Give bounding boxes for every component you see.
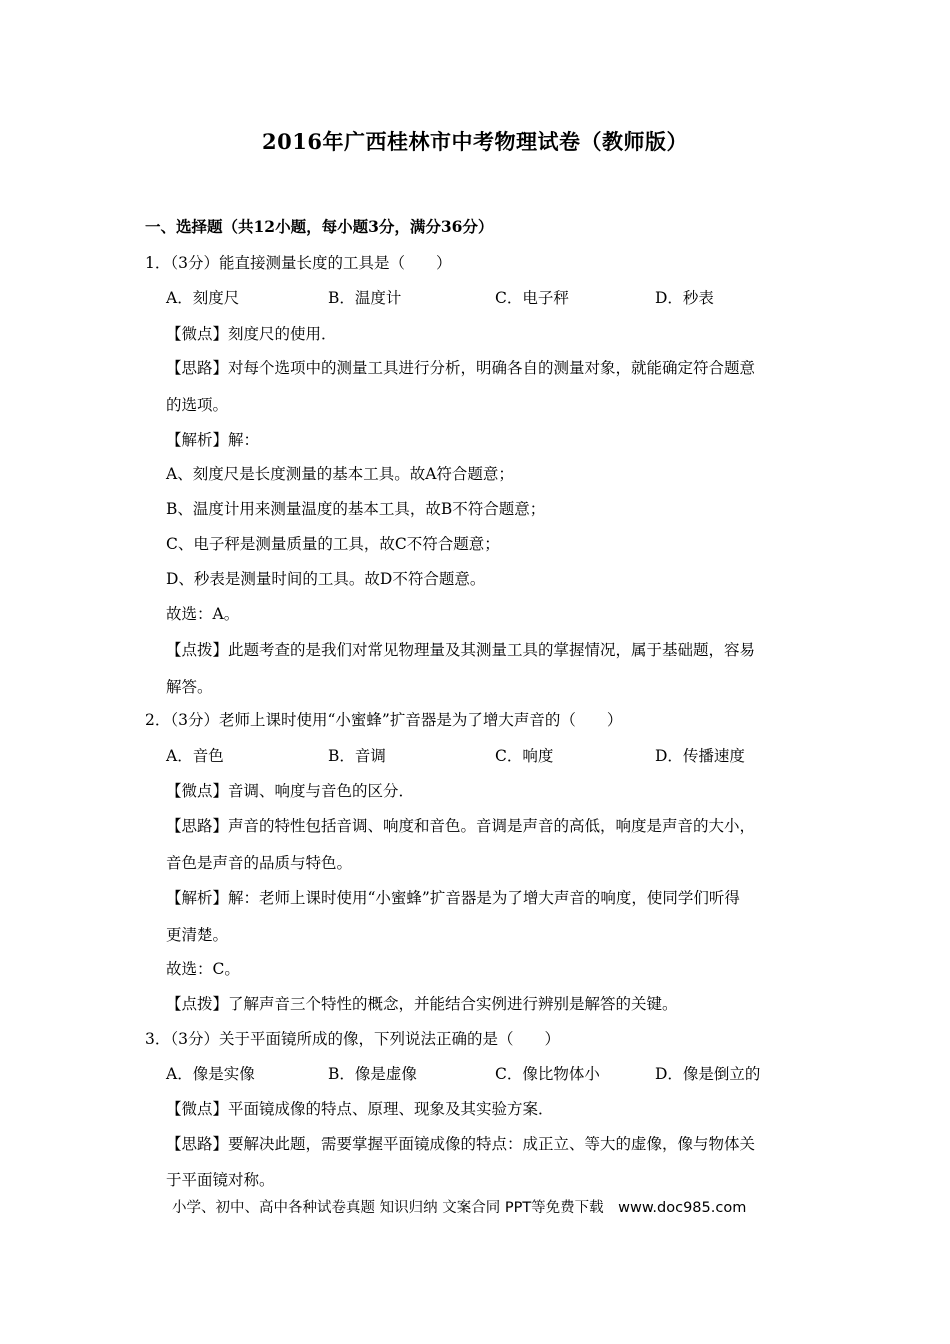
q2-option-d: D．传播速度 xyxy=(655,747,745,765)
q1-answer: 故选：A。 xyxy=(166,605,240,623)
q3-idea: 【思路】要解决此题，需要掌握平面镜成像的特点：成正立、等大的虚像，像与物体关 xyxy=(166,1135,756,1153)
section-heading: 一、选择题（共12小题，每小题3分，满分36分） xyxy=(145,217,494,236)
page-footer: 小学、初中、高中各种试卷真题 知识归纳 文案合同 PPT等免费下载 www.doc985.com xyxy=(172,1200,747,1216)
q1-point: 【微点】刻度尺的使用． xyxy=(166,325,337,343)
q1-idea: 【思路】对每个选项中的测量工具进行分析，明确各自的测量对象，就能确定符合题意 xyxy=(166,359,756,377)
question-2-stem: 2．（3分）老师上课时使用“小蜜蜂”扩音器是为了增大声音的（ ） xyxy=(145,711,623,729)
q1-analysis-c: C、电子秤是测量质量的工具，故C不符合题意； xyxy=(166,535,500,553)
q2-analysis: 【解析】解：老师上课时使用“小蜜蜂”扩音器是为了增大声音的响度，使同学们听得 xyxy=(166,889,740,907)
q3-option-c: C．像比物体小 xyxy=(495,1065,600,1083)
q2-answer: 故选：C。 xyxy=(166,960,240,978)
q1-comment: 【点拨】此题考查的是我们对常见物理量及其测量工具的掌握情况，属于基础题，容易 xyxy=(166,641,756,659)
q2-option-c: C．响度 xyxy=(495,747,554,765)
q1-comment-cont: 解答。 xyxy=(166,678,213,696)
q3-point: 【微点】平面镜成像的特点、原理、现象及其实验方案． xyxy=(166,1100,554,1118)
q1-analysis-a: A、刻度尺是长度测量的基本工具。故A符合题意； xyxy=(166,465,514,483)
q2-option-a: A．音色 xyxy=(166,747,224,765)
q1-analysis: 【解析】解： xyxy=(166,431,260,449)
q2-analysis-cont: 更清楚。 xyxy=(166,926,229,944)
q1-analysis-b: B、温度计用来测量温度的基本工具，故B不符合题意； xyxy=(166,500,546,518)
q1-option-a: A．刻度尺 xyxy=(166,289,240,307)
q2-option-b: B．音调 xyxy=(328,747,386,765)
q1-idea-cont: 的选项。 xyxy=(166,396,229,414)
question-3-stem: 3．（3分）关于平面镜所成的像，下列说法正确的是（ ） xyxy=(145,1030,560,1048)
q2-comment: 【点拨】了解声音三个特性的概念，并能结合实例进行辨别是解答的关键。 xyxy=(166,995,678,1013)
q2-idea-cont: 音色是声音的品质与特色。 xyxy=(166,854,353,872)
question-1-stem: 1．（3分）能直接测量长度的工具是（ ） xyxy=(145,254,452,272)
document-title: 2016年广西桂林市中考物理试卷（教师版） xyxy=(262,129,688,154)
q1-option-c: C．电子秤 xyxy=(495,289,569,307)
q3-idea-cont: 于平面镜对称。 xyxy=(166,1171,275,1189)
q1-analysis-d: D、秒表是测量时间的工具。故D不符合题意。 xyxy=(166,570,486,588)
q1-option-d: D．秒表 xyxy=(655,289,714,307)
q1-option-b: B．温度计 xyxy=(328,289,402,307)
q2-point: 【微点】音调、响度与音色的区分． xyxy=(166,782,415,800)
q2-idea: 【思路】声音的特性包括音调、响度和音色。音调是声音的高低，响度是声音的大小， xyxy=(166,817,756,835)
q3-option-b: B．像是虚像 xyxy=(328,1065,417,1083)
q3-option-d: D．像是倒立的 xyxy=(655,1065,761,1083)
q3-option-a: A．像是实像 xyxy=(166,1065,255,1083)
